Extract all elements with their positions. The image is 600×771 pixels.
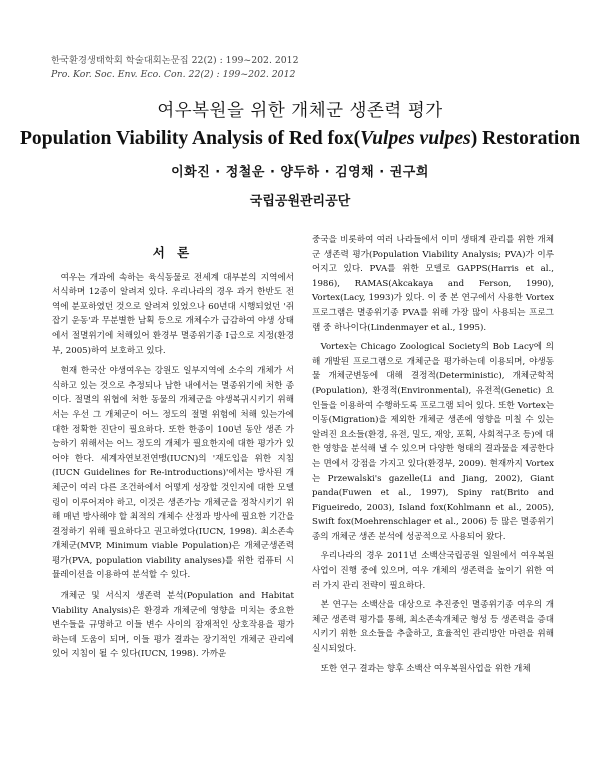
journal-citation-english: Pro. Kor. Soc. Env. Eco. Con. 22(2) : 199~202. 2012 [51, 69, 296, 80]
journal-citation-korean: 한국환경생태학회 학술대회논문집 22(2) : 199~202. 2012 [51, 55, 299, 66]
title-english-suffix: ) Restoration [470, 128, 581, 149]
body-paragraph: 본 연구는 소백산을 대상으로 추진중인 멸종위기종 여우의 개체군 생존력 평가를 통해, 최소존속개체군 형성 등 생존력을 증대시키기 위한 요소들을 추출하고, 효율적인 관리방안 마련을 위해 실시되었다. [312, 600, 554, 655]
affiliation: 국립공원관리공단 [249, 194, 351, 209]
title-english [0, 128, 600, 150]
body-paragraph: 현재 한국산 야생여우는 강원도 일부지역에 소수의 개체가 서식하고 있는 것으로 추정되나 남한 내에서는 멸종위기에 처한 종이다. 절멸의 위협에 처한 동물의 개체군을 야생복귀시키기 위해서는 우선 그 개체군이 어느 정도의 절멸 위험에 처해 있는가에 대한 정확한 진단이 필요하다. 또한 한종이 100년 동안 생존 가능하기 위해서는 어느 정도의 개체가 필요한지에 대한 평가가 있어야 한다. 세계자연보전연맹(IUCN)의 '재도입을 위한 지침(IUCN Guidelines for Re-introductions)'에서는 방사된 개체군이 여러 다른 조건하에서 어떻게 성장할 것인지에 대한 모델링이 이루어져야 하고, 이것은 생존가능 개체군을 정착시키기 위해 매년 방사해야 할 최적의 개체수 산정과 방사에 필요한 기간을 결정하기 위해 필요하다고 권고하였다(IUCN, 1998). 최소존속개체군(MVP, Minimum viable Population)은 개체군생존력평가(PVA, population viability analyses)를 위한 컴퓨터 시뮬레이션을 이용하여 분석할 수 있다. [52, 366, 294, 581]
body-paragraph: Vortex는 Chicago Zoological Society의 Bob Lacy에 의해 개발된 프로그램으로 개체군을 평가하는데 이용되며, 야생동물 개체군변동에 대해 결정적(Deterministic), 개체군학적(Population), 환경적(Environmental), 유전적(Genetic) 요인들을 이용하여 수행하도록 프로그램 되어 있다. 또한 Vortex는 이동(Migration)을 제외한 개체군 생존에 영향을 미칠 수 있는 알려진 요소들(환경, 유전, 밀도, 재앙, 포획, 사회적구조 등)에 대한 영향을 분석해 낼 수 있으며 다양한 형태의 결과물을 제공한다는 면에서 강점을 가지고 있다(환경부, 2009). 현재까지 Vortex는 Przewalski's gazelle(Li and Jiang, 2002), Giant panda(Fuwen et al., 1997), Spiny rat(Brito and Figueiredo, 2003), Island fox(Kohlmann et al., 2005), Swift fox(Moehrenschlager et al., 2006) 등 많은 멸종위기종의 개체군 생존 분석에 성공적으로 사용되어 왔다. [312, 342, 554, 542]
right-column [312, 233, 554, 681]
title-korean: 여우복원을 위한 개체군 생존력 평가 [157, 101, 443, 121]
body-paragraph: 여우는 개과에 속하는 육식동물로 전세계 대부분의 지역에서 서식하며 12종이 알려져 있다. 우리나라의 경우 과거 한반도 전역에 분포하였던 것으로 알려져 있었으나 60년대 시행되었던 '쥐잡기 운동'과 무분별한 남획 등으로 개체수가 급감하여 야생 상태에서 절멸위기에 처해있어 환경부 멸종위기종 Ⅰ급으로 지정(환경부, 2005)하여 보호하고 있다. [52, 272, 294, 356]
author-list: 이화진 · 정철운 · 양두하 · 김영채 · 권구희 [171, 165, 429, 180]
body-paragraph: 우리나라의 경우 2011년 소백산국립공원 일원에서 여우복원사업이 진행 중에 있으며, 여우 개체의 생존력을 높이기 위한 여러 가지 관리 전략이 필요하다. [312, 551, 554, 591]
title-english-species: Vulpes vulpes [360, 128, 471, 149]
title-english-prefix: Population Viability Analysis of Red fox( [19, 128, 361, 149]
left-column [52, 230, 294, 668]
body-paragraph: 개체군 및 서식지 생존력 분석(Population and Habitat Viability Analysis)은 환경과 개체군에 영향을 미치는 중요한 변수들을 규명하고 이들 변수 사이의 잠재적인 상호작용을 평가하는데 도움이 되며, 이들 평가 결과는 장기적인 개체군 관리에 있어 지침이 될 수 있다(IUCN, 1998). 가까운 [52, 591, 294, 660]
body-paragraph: 또한 연구 결과는 향후 소백산 여우복원사업을 위한 개체 [320, 663, 531, 674]
journal-header [51, 54, 299, 82]
section-title-introduction: 서 론 [152, 245, 194, 260]
body-paragraph: 중국을 비롯하여 여러 나라들에서 이미 생태계 관리를 위한 개체군 생존력 평가(Population Viability Analysis; PVA)가 이루어지고 있다. PVA를 위한 모델로 GAPPS(Harris et al., 1986), RAMAS(Akcakaya and Ferson, 1990), Vortex(Lacy, 1993)가 있다. 이 중 본 연구에서 사용한 Vortex 프로그램은 멸종위기종 PVA를 위해 가장 많이 사용되는 프로그램 중 하나이다(Lindenmayer et al., 1995). [312, 235, 554, 333]
